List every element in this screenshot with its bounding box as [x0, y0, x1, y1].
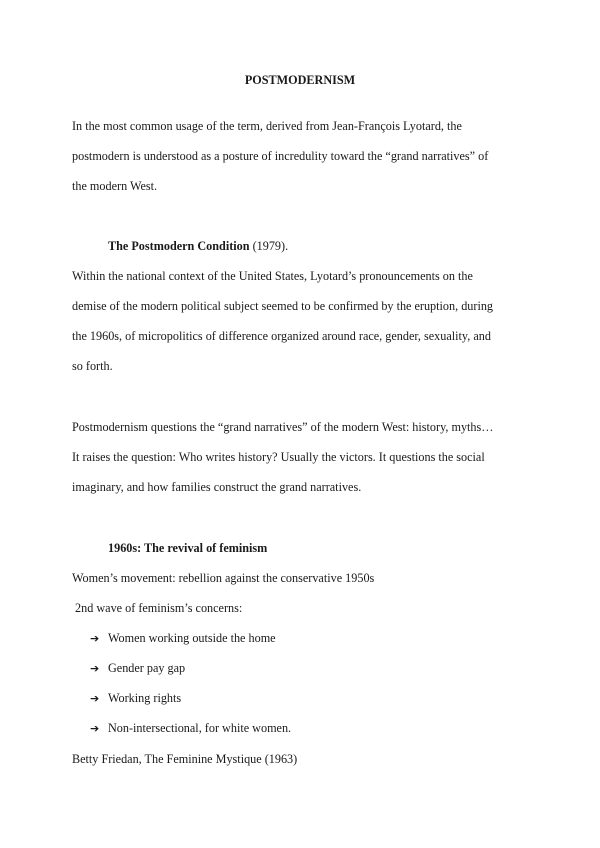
arrow-icon: ➔ — [90, 722, 100, 735]
section1-para-line-2: demise of the modern political subject seemed to be confirmed by the eruption, during — [72, 299, 494, 313]
arrow-icon: ➔ — [90, 662, 100, 675]
bullet-item — [90, 630, 276, 647]
section1-para2-line-1: Postmodernism questions the “grand narratives” of the modern West: history, myths… — [72, 420, 494, 434]
section1-heading-year: (1979). — [249, 239, 289, 253]
bullet-text: Women working outside the home — [108, 631, 276, 645]
intro-line-3: the modern West. — [72, 179, 158, 193]
bullet-text: Non-intersectional, for white women. — [108, 721, 292, 735]
section1-para2-line-3: imaginary, and how families construct the grand narratives. — [72, 480, 362, 494]
section1-para-line-3: the 1960s, of micropolitics of difference organized around race, gender, sexuality, and — [72, 329, 491, 343]
document-title: POSTMODERNISM — [244, 73, 356, 87]
bullet-item — [90, 660, 185, 677]
section2-line-1: Women’s movement: rebellion against the conservative 1950s — [72, 571, 375, 585]
intro-line-2: postmodern is understood as a posture of incredulity toward the “grand narratives” of — [72, 149, 489, 163]
section2-line-2: 2nd wave of feminism’s concerns: — [72, 601, 243, 615]
section1-para-line-4: so forth. — [72, 359, 113, 373]
bullet-text: Gender pay gap — [108, 661, 186, 675]
bullet-item — [90, 690, 181, 707]
arrow-icon: ➔ — [90, 692, 100, 705]
arrow-icon: ➔ — [90, 632, 100, 645]
section2-closing: Betty Friedan, The Feminine Mystique (1963) — [72, 752, 298, 766]
section1-heading-title: The Postmodern Condition — [108, 239, 250, 253]
bullet-item — [90, 720, 291, 737]
intro-line-1: In the most common usage of the term, derived from Jean-François Lyotard, the — [72, 119, 462, 133]
section1-para2-line-2: It raises the question: Who writes history? Usually the victors. It questions the social — [72, 450, 485, 464]
section1-para-line-1: Within the national context of the United States, Lyotard’s pronouncements on the — [72, 269, 473, 283]
bullet-text: Working rights — [108, 691, 182, 705]
section1-heading — [108, 238, 288, 254]
section2-heading: 1960s: The revival of feminism — [108, 541, 268, 555]
